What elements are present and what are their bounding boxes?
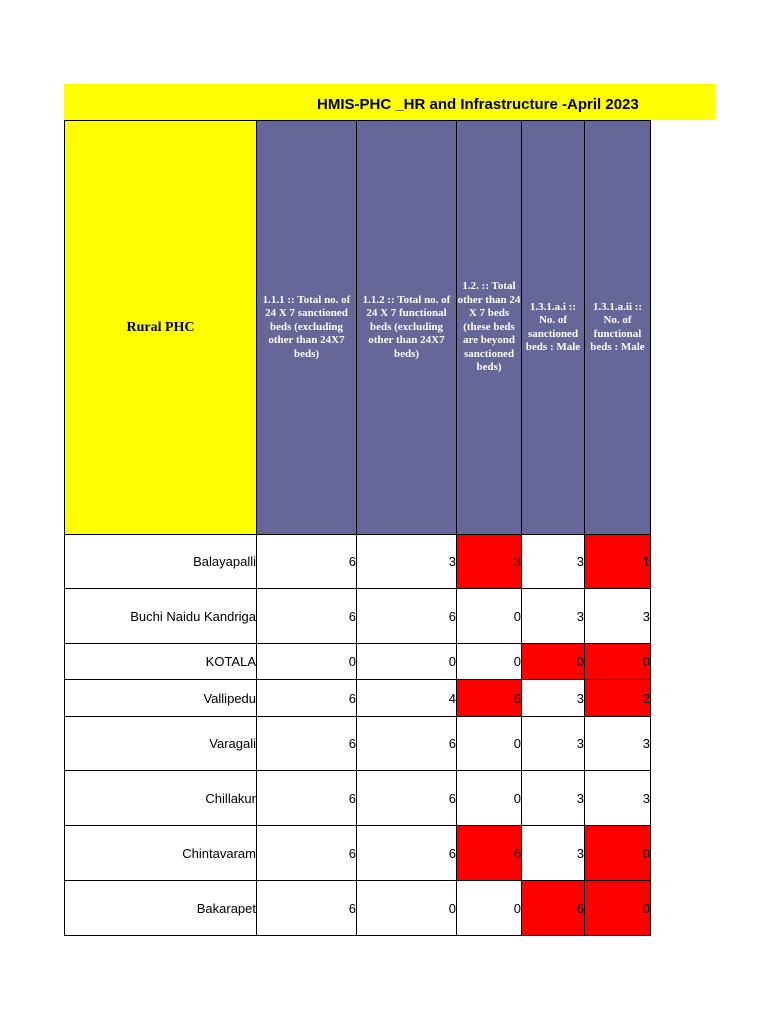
- cell-value: 3: [522, 680, 585, 717]
- row-header-label: Rural PHC: [65, 121, 257, 535]
- cell-value: 6: [357, 589, 457, 644]
- cell-value: 0: [585, 826, 651, 881]
- cell-value: 0: [457, 644, 522, 680]
- table-row: [65, 771, 651, 826]
- cell-value: 3: [357, 535, 457, 589]
- cell-value: 6: [257, 826, 357, 881]
- cell-value: 6: [257, 589, 357, 644]
- cell-value: 0: [357, 644, 457, 680]
- cell-value: 3: [585, 589, 651, 644]
- phc-name: Chillakur: [65, 771, 257, 826]
- column-header: 1.3.1.a.i :: No. of sanctioned beds : Male: [522, 121, 585, 535]
- phc-name: Chintavaram: [65, 826, 257, 881]
- table-row: [65, 881, 651, 936]
- header-row: [65, 121, 651, 535]
- cell-value: 1: [585, 535, 651, 589]
- table-row: [65, 717, 651, 771]
- title-bar: [64, 84, 715, 120]
- cell-value: 6: [257, 771, 357, 826]
- cell-value: 3: [522, 717, 585, 771]
- cell-value: 0: [585, 644, 651, 680]
- table-row: [65, 680, 651, 717]
- cell-value: 0: [457, 589, 522, 644]
- phc-name: Balayapalli: [65, 535, 257, 589]
- cell-value: 0: [457, 771, 522, 826]
- cell-value: 6: [357, 717, 457, 771]
- cell-value: 6: [357, 826, 457, 881]
- cell-value: 6: [257, 881, 357, 936]
- cell-value: 4: [357, 680, 457, 717]
- phc-name: Varagali: [65, 717, 257, 771]
- cell-value: 3: [522, 589, 585, 644]
- cell-value: 2: [585, 680, 651, 717]
- table-row: [65, 589, 651, 644]
- cell-value: 6: [257, 535, 357, 589]
- cell-value: 3: [585, 771, 651, 826]
- phc-name: Bakarapet: [65, 881, 257, 936]
- cell-value: 3: [585, 717, 651, 771]
- cell-value: 6: [522, 881, 585, 936]
- cell-value: 0: [257, 644, 357, 680]
- cell-value: 3: [522, 826, 585, 881]
- data-table: [64, 120, 651, 936]
- cell-value: 0: [357, 881, 457, 936]
- cell-value: 6: [457, 826, 522, 881]
- sheet-title: HMIS-PHC _HR and Infrastructure -April 2023: [317, 96, 639, 113]
- table-row: [65, 826, 651, 881]
- cell-value: 6: [257, 717, 357, 771]
- cell-value: 3: [522, 535, 585, 589]
- cell-value: 6: [457, 680, 522, 717]
- cell-value: 6: [357, 771, 457, 826]
- cell-value: 0: [585, 881, 651, 936]
- phc-name: Buchi Naidu Kandriga: [65, 589, 257, 644]
- cell-value: 0: [457, 717, 522, 771]
- cell-value: 0: [522, 644, 585, 680]
- column-header: 1.3.1.a.ii :: No. of functional beds : Male: [585, 121, 651, 535]
- cell-value: 3: [522, 771, 585, 826]
- table-row: [65, 644, 651, 680]
- phc-name: Vallipedu: [65, 680, 257, 717]
- column-header: 1.2. :: Total other than 24 X 7 beds (these beds are beyond sanctioned beds): [457, 121, 522, 535]
- table-row: [65, 535, 651, 589]
- phc-name: KOTALA: [65, 644, 257, 680]
- column-header: 1.1.2 :: Total no. of 24 X 7 functional beds (excluding other than 24X7 beds): [357, 121, 457, 535]
- cell-value: 0: [457, 881, 522, 936]
- cell-value: 6: [257, 680, 357, 717]
- cell-value: 3: [457, 535, 522, 589]
- column-header: 1.1.1 :: Total no. of 24 X 7 sanctioned beds (excluding other than 24X7 beds): [257, 121, 357, 535]
